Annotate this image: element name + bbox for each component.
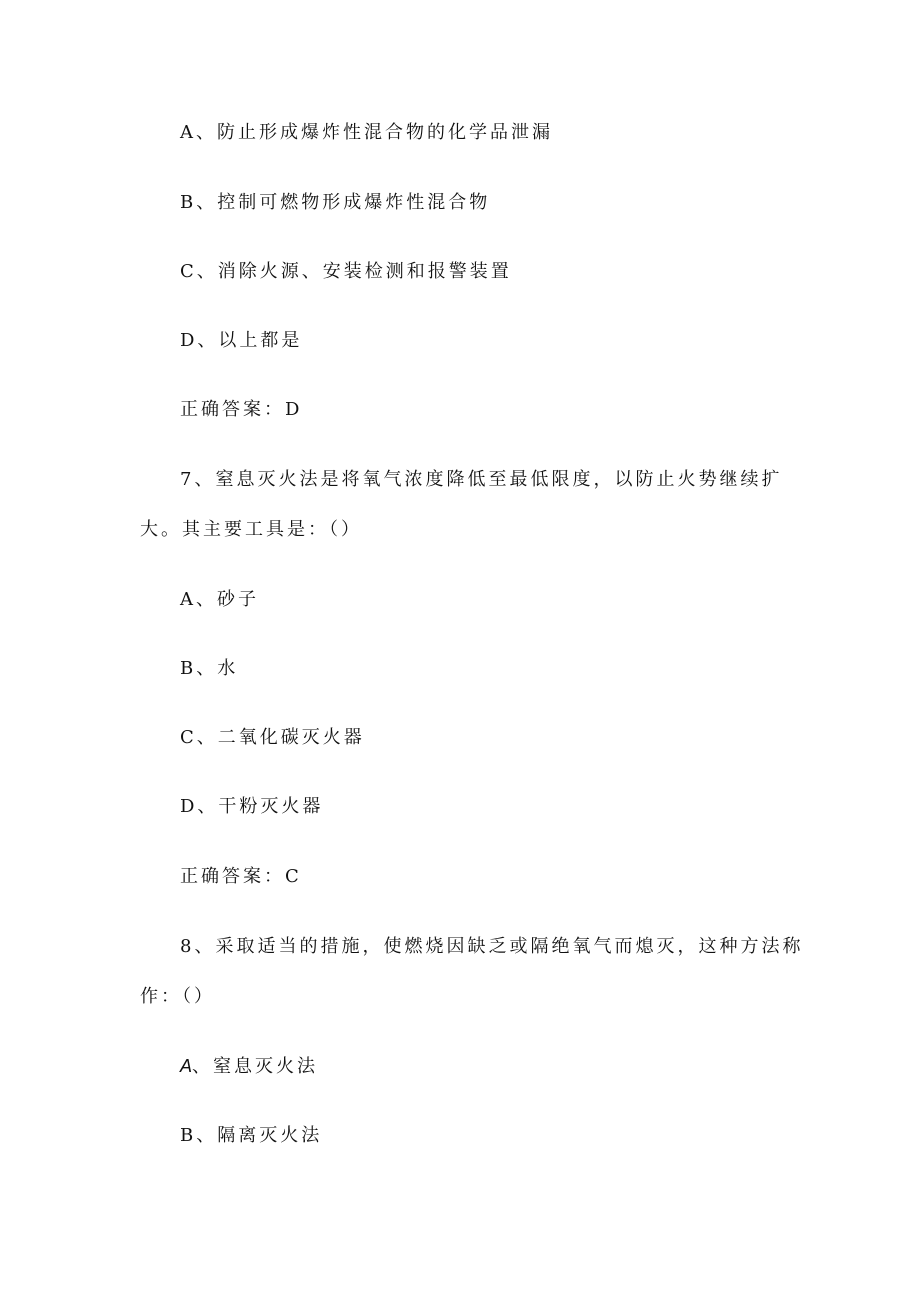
- q6-option-b: B、控制可燃物形成爆炸性混合物: [180, 192, 491, 213]
- q8-stem-line2: 作：（）: [140, 986, 215, 1007]
- q8-option-a-text: 、窒息灭火法: [192, 1056, 319, 1077]
- q7-answer: 正确答案：C: [180, 866, 302, 887]
- q6-answer: 正确答案：D: [180, 399, 303, 420]
- q8-option-a-letter: A: [180, 1056, 193, 1076]
- q6-option-a: A、防止形成爆炸性混合物的化学品泄漏: [180, 122, 553, 143]
- q6-option-d: D、以上都是: [180, 330, 303, 351]
- q7-option-c: C、二氧化碳灭火器: [180, 727, 365, 748]
- q7-stem-line1: 7、窒息灭火法是将氧气浓度降低至最低限度，以防止火势继续扩: [180, 469, 783, 490]
- q8-option-a: [180, 1054, 318, 1079]
- q8-stem-line1: 8、采取适当的措施，使燃烧因缺乏或隔绝氧气而熄灭，这种方法称: [180, 936, 804, 957]
- q7-option-d: D、干粉灭火器: [180, 796, 324, 817]
- q7-option-b: B、水: [180, 658, 239, 679]
- q8-option-b: B、隔离灭火法: [180, 1125, 323, 1146]
- q7-option-a: A、砂子: [180, 589, 259, 610]
- q7-stem-line2: 大。其主要工具是：（）: [140, 519, 362, 540]
- q6-option-c: C、消除火源、安装检测和报警装置: [180, 261, 512, 282]
